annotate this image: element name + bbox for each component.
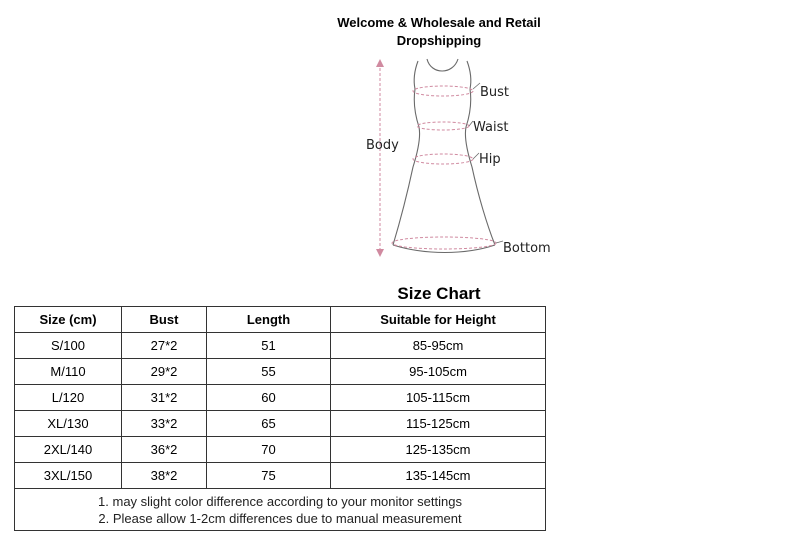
table-cell: M/110 bbox=[15, 359, 122, 385]
table-cell: 60 bbox=[207, 385, 331, 411]
arrow-up-icon bbox=[376, 59, 384, 67]
table-cell: L/120 bbox=[15, 385, 122, 411]
table-cell: 36*2 bbox=[122, 437, 207, 463]
page-heading bbox=[250, 14, 628, 50]
bottom-label: Bottom bbox=[503, 241, 551, 256]
hip-label: Hip bbox=[479, 152, 501, 167]
table-row bbox=[15, 411, 546, 437]
table-cell: 95-105cm bbox=[331, 359, 546, 385]
table-cell: 105-115cm bbox=[331, 385, 546, 411]
table-row bbox=[15, 463, 546, 489]
bust-label: Bust bbox=[480, 85, 510, 100]
table-cell: 135-145cm bbox=[331, 463, 546, 489]
table-cell: 70 bbox=[207, 437, 331, 463]
heading-line-1: Welcome & Wholesale and Retail bbox=[337, 15, 541, 30]
table-cell: 115-125cm bbox=[331, 411, 546, 437]
table-cell: 31*2 bbox=[122, 385, 207, 411]
table-cell: 51 bbox=[207, 333, 331, 359]
table-cell: 75 bbox=[207, 463, 331, 489]
table-row bbox=[15, 437, 546, 463]
table-cell: 55 bbox=[207, 359, 331, 385]
table-cell: 27*2 bbox=[122, 333, 207, 359]
column-header: Suitable for Height bbox=[331, 307, 546, 333]
dress-measurement-diagram bbox=[355, 55, 565, 265]
table-cell: S/100 bbox=[15, 333, 122, 359]
table-cell: 29*2 bbox=[122, 359, 207, 385]
table-cell: 38*2 bbox=[122, 463, 207, 489]
table-row bbox=[15, 359, 546, 385]
bust-measure-line bbox=[413, 86, 473, 96]
table-cell: 3XL/150 bbox=[15, 463, 122, 489]
column-header: Length bbox=[207, 307, 331, 333]
waist-measure-line bbox=[417, 122, 469, 130]
heading-line-2: Dropshipping bbox=[396, 33, 482, 48]
note-line: 2. Please allow 1-2cm differences due to manual measurement bbox=[98, 511, 462, 526]
notes-row bbox=[15, 489, 546, 531]
notes-cell bbox=[15, 489, 546, 531]
table-cell: 85-95cm bbox=[331, 333, 546, 359]
size-chart-table bbox=[14, 306, 546, 531]
table-cell: 33*2 bbox=[122, 411, 207, 437]
bottom-measure-line bbox=[392, 237, 496, 249]
table-cell: 125-135cm bbox=[331, 437, 546, 463]
hip-measure-line bbox=[413, 154, 473, 164]
size-chart-title: Size Chart bbox=[397, 284, 481, 303]
table-cell: XL/130 bbox=[15, 411, 122, 437]
arrow-down-icon bbox=[376, 249, 384, 257]
waist-label: Waist bbox=[473, 120, 509, 135]
note-line: 1. may slight color difference according to your monitor settings bbox=[98, 494, 462, 509]
table-header-row bbox=[15, 307, 546, 333]
table-row bbox=[15, 333, 546, 359]
table-cell: 2XL/140 bbox=[15, 437, 122, 463]
column-header: Size (cm) bbox=[15, 307, 122, 333]
table-row bbox=[15, 385, 546, 411]
column-header: Bust bbox=[122, 307, 207, 333]
body-label: Body bbox=[366, 138, 399, 153]
table-cell: 65 bbox=[207, 411, 331, 437]
